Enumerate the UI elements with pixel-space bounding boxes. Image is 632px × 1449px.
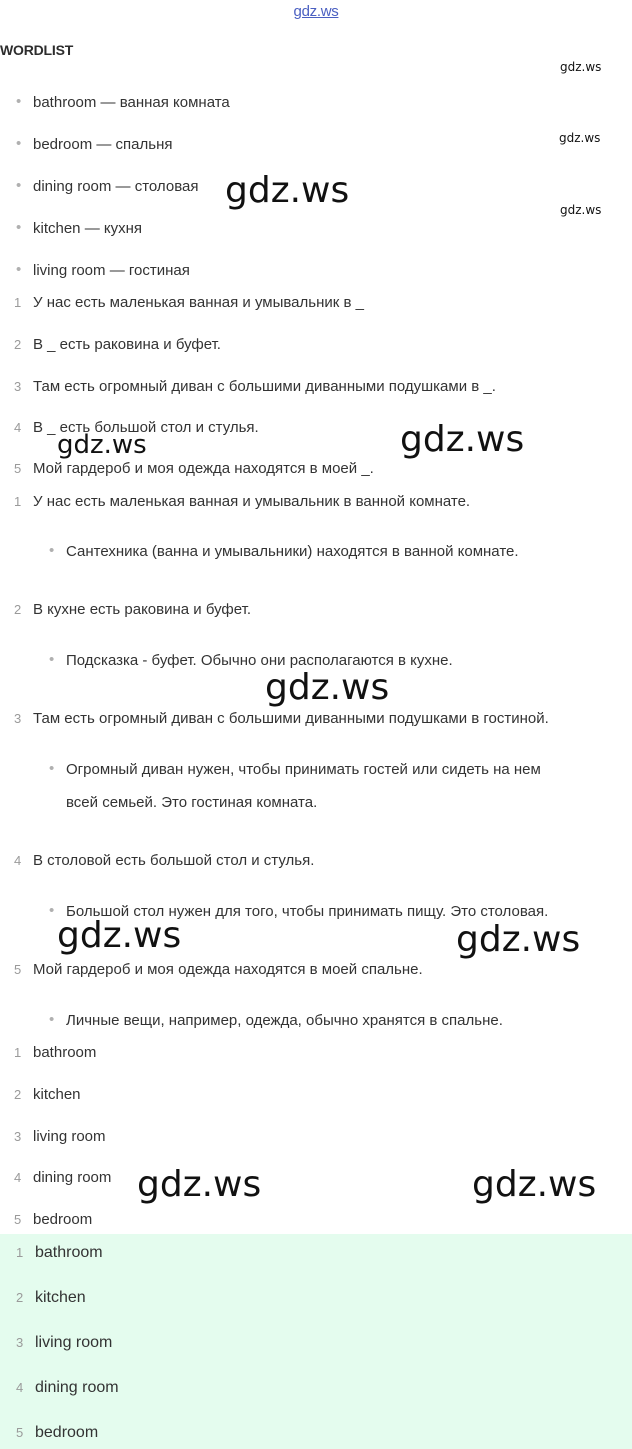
bullet-icon: •	[49, 902, 55, 919]
site-link[interactable]: gdz.ws	[293, 3, 339, 20]
watermark: gdz.ws	[225, 170, 350, 211]
watermark: gdz.ws	[265, 667, 390, 708]
bullet-icon: •	[16, 93, 22, 110]
bullet-icon: •	[49, 1011, 55, 1028]
bullet-icon: •	[16, 177, 22, 194]
watermark: gdz.ws	[560, 203, 602, 217]
watermark: gdz.ws	[559, 131, 601, 145]
wordlist-heading: WORDLIST	[0, 42, 74, 58]
watermark: gdz.ws	[472, 1164, 597, 1205]
bullet-icon: •	[16, 219, 22, 236]
final-answer-block: 1 bathroom 2 kitchen 3 living room 4 dining room 5 bedroom	[0, 1234, 632, 1449]
bullet-icon: •	[49, 651, 55, 668]
bullet-icon: •	[16, 135, 22, 152]
watermark: gdz.ws	[57, 430, 147, 460]
watermark: gdz.ws	[57, 915, 182, 956]
page: gdz.ws WORDLIST • bathroom — ванная комната • bedroom — спальня • dining room — столовая • kitchen — кухня • living room — гостиная 1 У нас есть маленькая ванная и умывальник в _ 2 В _ есть раковина и буфет. 3 Там есть огромный диван с большими диванными подушками в _. 4 В _ есть большой стол и стулья. 5 Мой гардероб и моя одежда находятся в моей _. 1 У нас есть маленькая ванная и умывальник в ванной комнате. • Сантехника (ванна и умывальники) находятся в ванной комнате. 2 В кухне есть раковина и буфет. • Подсказка - буфет. Обычно они располагаются в кухне. 3 Там есть огромный диван с большими диванными подушками в гостиной. • Огромный диван нужен, чтобы принимать гостей или сидеть на нем всей семьей. Это гостиная комната. 4 В столовой есть большой стол и стулья. • Большой стол нужен для того, чтобы принимать пищу. Это столовая. 5 Мой гардероб и моя одежда находятся в моей спальне. • Личные вещи, например, одежда, обычно хранятся в спальне. 1 bathroom 2 kitchen 3 living room 4 dining room 5 bedroom 1 bathroom 2 kitchen 3 living room 4 dining room 5 bedroom gdz.ws gdz.ws gdz.ws gdz.ws gdz.ws gdz.ws gdz.ws gdz.ws gdz.ws gdz.ws gdz.ws	[0, 0, 632, 1449]
bullet-icon: •	[16, 261, 22, 278]
bullet-icon: •	[49, 542, 55, 559]
watermark: gdz.ws	[137, 1164, 262, 1205]
watermark: gdz.ws	[456, 919, 581, 960]
watermark: gdz.ws	[400, 419, 525, 460]
watermark: gdz.ws	[560, 60, 602, 74]
bullet-icon: •	[49, 760, 55, 777]
